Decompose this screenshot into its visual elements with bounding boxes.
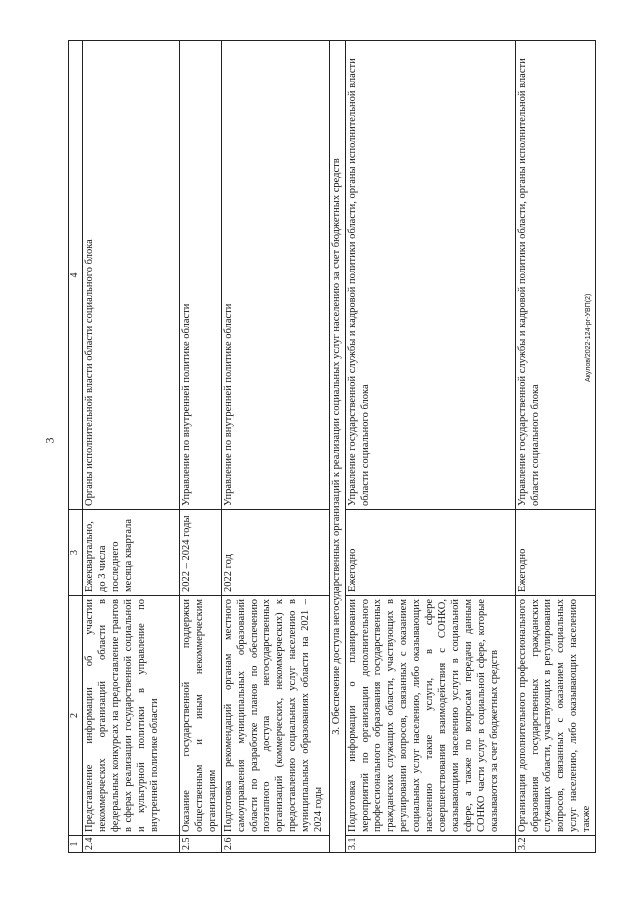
table-row (345, 41, 515, 853)
table-header-row (69, 41, 83, 853)
header-col-2: 2 (69, 596, 83, 836)
row-description: Подготовка рекомендаций органам местного самоуправления муниципальных образований области по разработке планов по обеспечению поэтапного доступа негосударственных организаций (коммерческих, некоммерческих) к предоставлению социальных услуг населению в муниципальных образованиях области на 2021 – 2024 годы (221, 596, 329, 836)
row-description: Организация дополнительного профессионального образования государственных гражданских служащих области, участвующих в регулировании вопросов, связанных с оказанием социальных услуг населению, либо оказывающих населению также (515, 596, 595, 836)
header-col-4: 4 (69, 41, 83, 510)
row-term: Ежегодно (515, 510, 595, 596)
row-number: 2.4 (83, 836, 180, 853)
table-row (180, 41, 222, 853)
row-responsible: Управление государственной службы и кадровой политики области, органы исполнительной власти области социального блока (345, 41, 515, 510)
row-number: 2.5 (180, 836, 222, 853)
row-description: Подготовка информации о планировании мероприятий по организации дополнительного профессионального образования государственных гражданских служащих области, участвующих в регулировании вопросов, связанных с оказанием социальных услуг населению, либо оказывающих населению такие услуги, в сфере совершенствования взаимодействия с СОНКО, оказывающими населению услуги в социальной сфере, а также по вопросам передачи данным СОНКО части услуг в социальной сфере, которые оказываются за счет бюджетных средств (345, 596, 515, 836)
row-term: 2022 – 2024 годы (180, 510, 222, 596)
document-footer: Акулов/2022-124-рг-УВП(2) (585, 293, 592, 382)
header-col-3: 3 (69, 510, 83, 596)
row-number: 3.1 (345, 836, 515, 853)
row-responsible: Управление государственной службы и кадровой политики области, органы исполнительной власти области социального блока (515, 41, 595, 510)
row-number: 3.2 (515, 836, 595, 853)
page-number: 3 (42, 437, 57, 444)
row-description: Оказание государственной поддержки общественным и иным некоммерческим организациям (180, 596, 222, 836)
row-term: Ежеквартально, до 3 числа последнего месяца квартала (83, 510, 180, 596)
row-responsible: Управление по внутренней политике области (180, 41, 222, 510)
row-responsible: Органы исполнительной власти области социального блока (83, 41, 180, 510)
table-row (515, 41, 595, 853)
measures-table (68, 40, 596, 853)
row-term: 2022 год (221, 510, 329, 596)
header-col-1: 1 (69, 836, 83, 853)
table-row (83, 41, 180, 853)
row-responsible: Управление по внутренней политике области (221, 41, 329, 510)
row-description: Представление информации об участии некоммерческих организаций области в федеральных конкурсах на предоставление грантов в сферах реализации государственной социальной и культурной политики в управление по внутренней политике области (83, 596, 180, 836)
table-row (221, 41, 329, 853)
row-term: Ежегодно (345, 510, 515, 596)
section-heading: 3. Обеспечение доступа негосударственных организаций к реализации социальных услуг населению за счет бюджетных средств (329, 41, 345, 853)
section-row (329, 41, 345, 853)
row-number: 2.6 (221, 836, 329, 853)
